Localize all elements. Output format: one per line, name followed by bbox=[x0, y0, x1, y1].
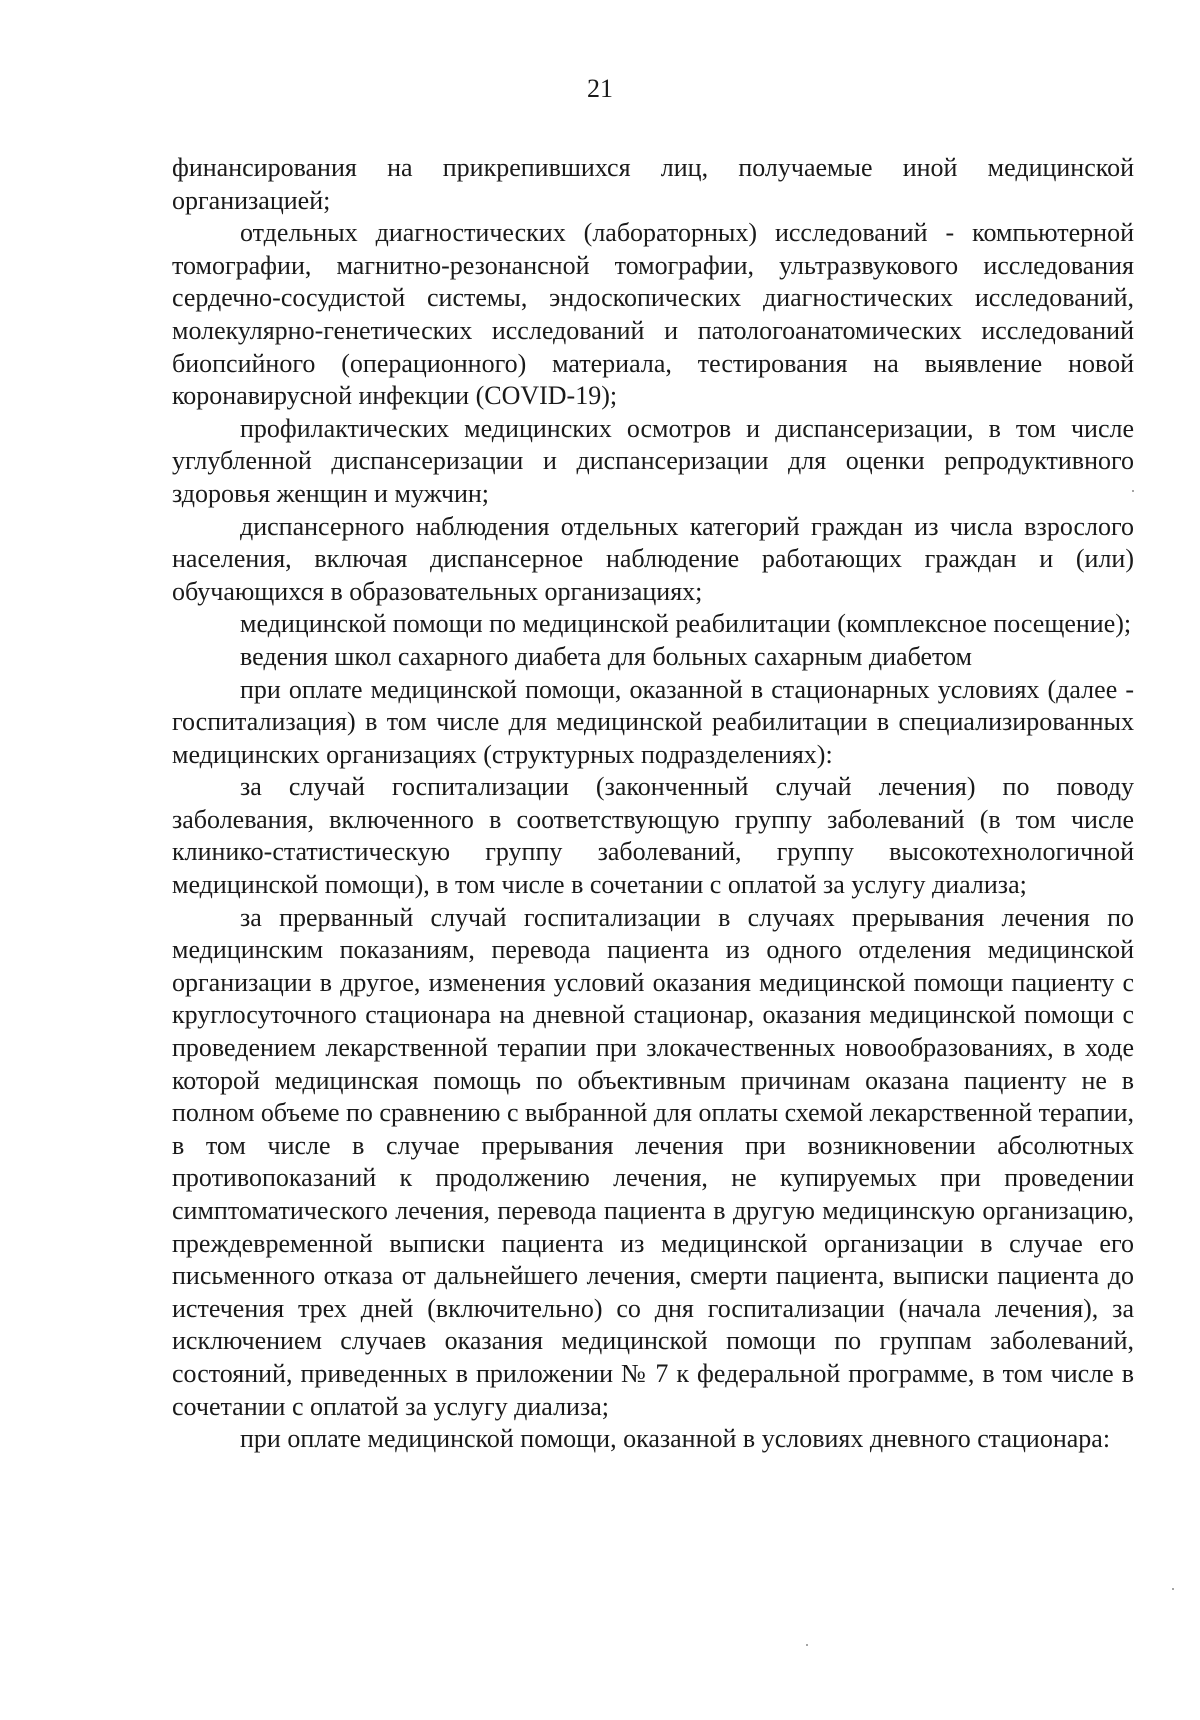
paragraph: при оплате медицинской помощи, оказанной в условиях дневного стационара: bbox=[240, 1424, 1111, 1454]
scan-speck bbox=[1172, 1588, 1174, 1590]
page-number: 21 bbox=[587, 74, 613, 103]
document-body bbox=[172, 152, 1134, 1456]
paragraph: за прерванный случай госпитализации в случаях прерывания лечения по медицинским показаниям, перевода пациента из одного отделения медицинской организации в другое, изменения условий оказания медицинской помощи пациенту с круглосуточного стационара на дневной стационар, оказания медицинской помощи с проведением лекарственной терапии при злокачественных новообразованиях, в ходе которой медицинская помощь по объективным причинам оказана пациенту не в полном объеме по сравнению с выбранной для оплаты схемой лекарственной терапии, в том числе в случае прерывания лечения при возникновении абсолютных противопоказаний к продолжению лечения, не купируемых при проведении симптоматического лечения, перевода пациента в другую медицинскую организацию, преждевременной выписки пациента из медицинской организации в случае его письменного отказа от дальнейшего лечения, смерти пациента, выписки пациента до истечения трех дней (включительно) со дня госпитализации (начала лечения), за исключением случаев оказания медицинской помощи по группам заболеваний, состояний, приведенных в приложении № 7 к федеральной программе, в том числе в сочетании с оплатой за услугу диализа; bbox=[172, 902, 1134, 1421]
paragraph: отдельных диагностических (лабораторных) исследований - компьютерной томографии, магнитно-резонансной томографии, ультразвукового исследования сердечно-сосудистой системы, эндоскопических диагностических исследований, молекулярно-генетических исследований и патологоанатомических исследований биопсийного (операционного) материала, тестирования на выявление новой коронавирусной инфекции (COVID-19); bbox=[172, 218, 1134, 411]
scan-speck bbox=[1132, 490, 1134, 492]
paragraph: диспансерного наблюдения отдельных категорий граждан из числа взрослого населения, включая диспансерное наблюдение работающих граждан и (или) обучающихся в образовательных организациях; bbox=[172, 511, 1134, 606]
paragraph: финансирования на прикрепившихся лиц, получаемые иной медицинской организацией; bbox=[172, 153, 1134, 215]
paragraph: при оплате медицинской помощи, оказанной в стационарных условиях (далее - госпитализация) в том числе для медицинской реабилитации в специализированных медицинских организациях (структурных подразделениях): bbox=[172, 674, 1134, 769]
paragraph: за случай госпитализации (законченный случай лечения) по поводу заболевания, включенного в соответствующую группу заболеваний (в том числе клинико-статистическую группу заболеваний, группу высокотехнологичной медицинской помощи), в том числе в сочетании с оплатой за услугу диализа; bbox=[172, 772, 1134, 900]
scan-speck bbox=[806, 1644, 808, 1646]
paragraph: профилактических медицинских осмотров и диспансеризации, в том числе углубленной диспансеризации и диспансеризации для оценки репродуктивного здоровья женщин и мужчин; bbox=[172, 413, 1134, 508]
paragraph: медицинской помощи по медицинской реабилитации (комплексное посещение); bbox=[240, 609, 1132, 639]
paragraph: ведения школ сахарного диабета для больных сахарным диабетом bbox=[240, 641, 972, 671]
